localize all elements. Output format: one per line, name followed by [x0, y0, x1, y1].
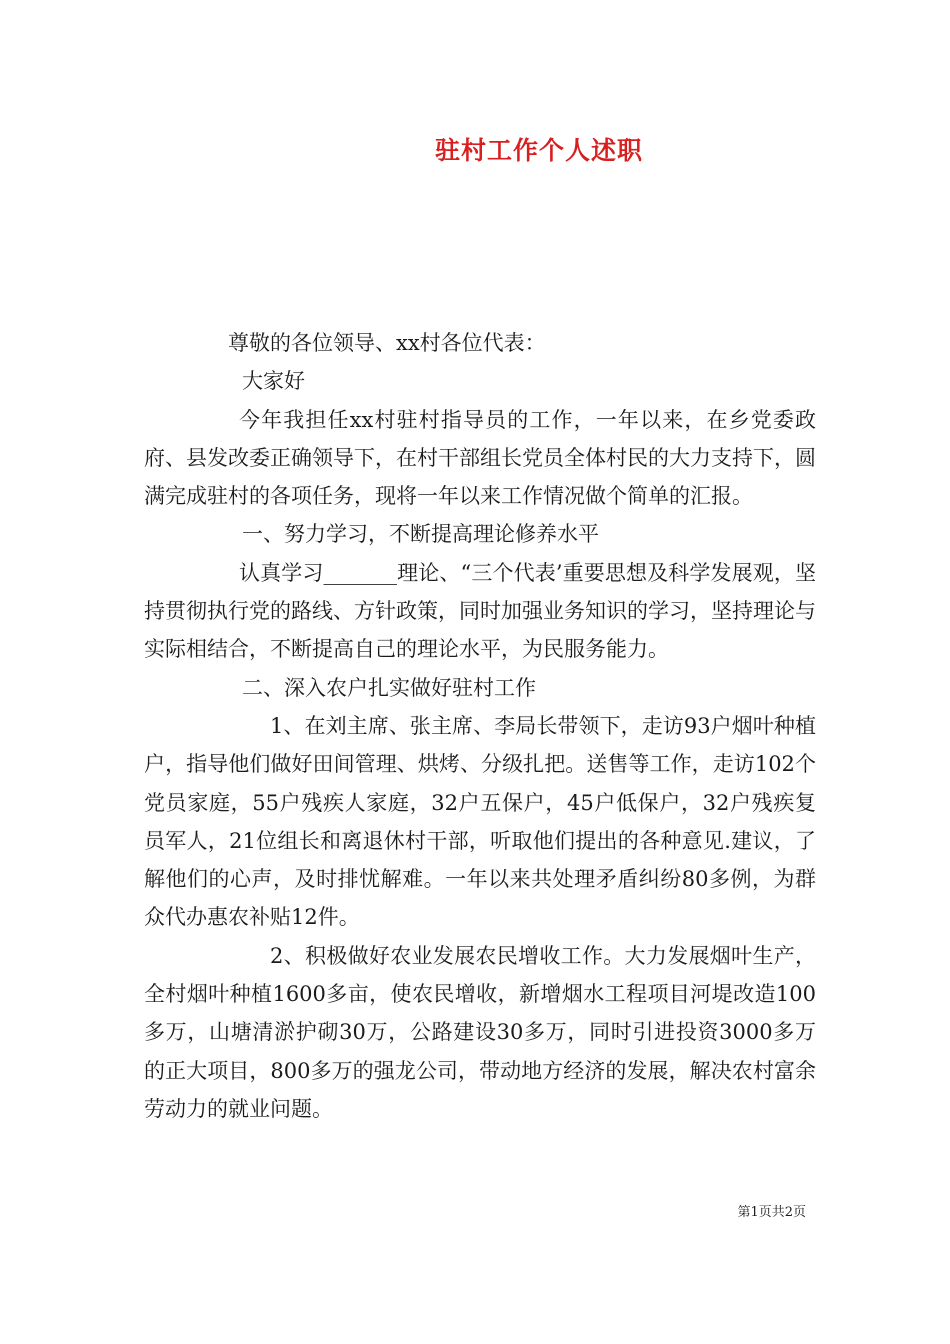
document-title: 驻村工作个人述职: [434, 136, 643, 165]
page-number: 第1页共2页: [737, 1205, 806, 1220]
document-body: [144, 324, 816, 1128]
paragraph-item-2: 2、积极做好农业发展农民增收工作。大力发展烟叶生产，全村烟叶种植1600多亩，使农民增收，新增烟水工程项目河堤改造100多万，山塘清淤护砌30万，公路建设30多万，同时引进投资3000多万的正大项目，800多万的强龙公司，带动地方经济的发展，解决农村富余劳动力的就业问题。: [144, 943, 816, 1121]
salutation: 尊敬的各位领导、xx村各位代表：: [228, 331, 546, 355]
section-heading-2: 二、深入农户扎实做好驻村工作: [242, 675, 536, 700]
paragraph-study: 认真学习_______理论、“三个代表’重要思想及科学发展观，坚持贯彻执行党的路线、方针政策，同时加强业务知识的学习，坚持理论与实际相结合，不断提高自己的理论水平，为民服务能力。: [144, 560, 816, 662]
paragraph-item-1: 1、在刘主席、张主席、李局长带领下，走访93户烟叶种植户，指导他们做好田间管理、烘烤、分级扎把。送售等工作，走访102个党员家庭，55户残疾人家庭，32户五保户，45户低保户，32户残疾复员军人，21位组长和离退休村干部，听取他们提出的各种意见.建议，了解他们的心声，及时排忧解难。一年以来共处理矛盾纠纷80多例，为群众代办惠农补贴12件。: [144, 713, 816, 930]
paragraph-intro: 今年我担任xx村驻村指导员的工作，一年以来，在乡党委政府、县发改委正确领导下，在村干部组长党员全体村民的大力支持下，圆满完成驻村的各项任务，现将一年以来工作情况做个简单的汇报。: [144, 407, 816, 509]
section-heading-1: 一、努力学习，不断提高理论修养水平: [242, 522, 599, 547]
greeting: 大家好: [242, 369, 305, 394]
